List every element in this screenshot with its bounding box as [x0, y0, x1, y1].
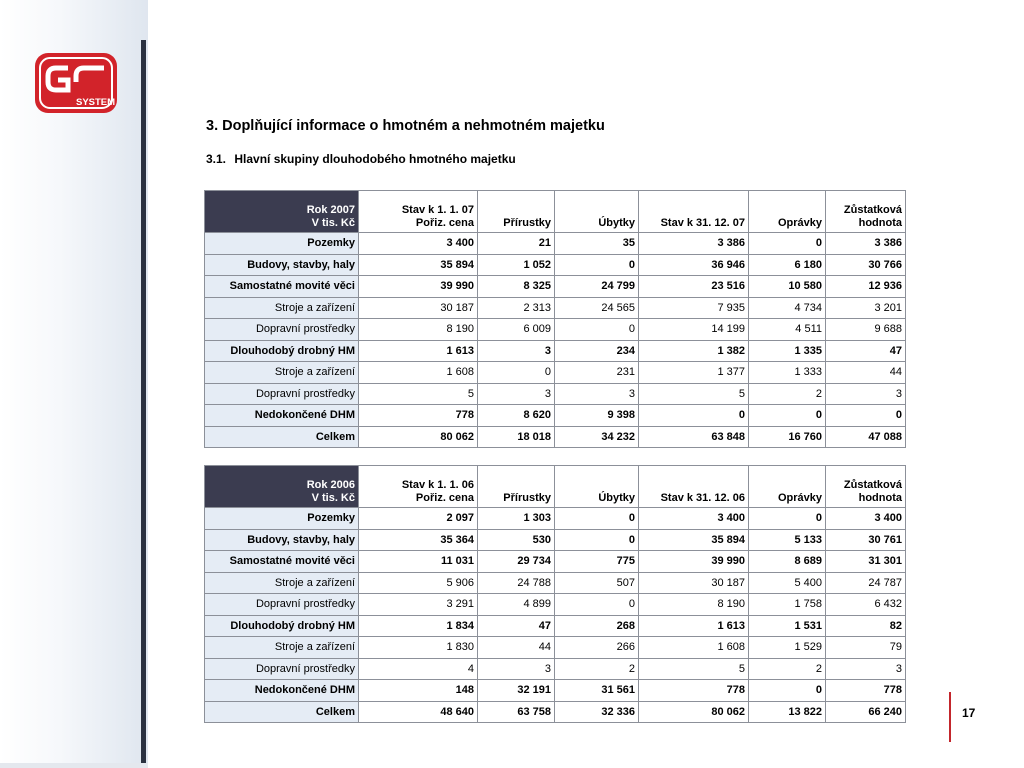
table-cell: 0	[555, 529, 639, 551]
table-row	[205, 594, 906, 616]
table-cell: 24 787	[826, 572, 906, 594]
table-row	[205, 383, 906, 405]
column-header-text: Úbytky	[598, 217, 635, 229]
table-cell: 778	[639, 680, 749, 702]
table-cell: 82	[826, 615, 906, 637]
row-label: Stroje a zařízení	[205, 637, 359, 659]
column-header	[749, 191, 826, 233]
table-cell: 3 201	[826, 297, 906, 319]
table-cell: 10 580	[749, 276, 826, 298]
row-label: Dopravní prostředky	[205, 658, 359, 680]
table-cell: 2 313	[478, 297, 555, 319]
table-cell: 231	[555, 362, 639, 384]
table-row	[205, 297, 906, 319]
table-cell: 1 834	[359, 615, 478, 637]
column-header-text: Oprávky	[777, 492, 822, 504]
table-cell: 24 799	[555, 276, 639, 298]
column-header	[359, 466, 478, 508]
column-header	[639, 466, 749, 508]
column-header-text: Stav k 1. 1. 07	[401, 204, 474, 216]
table-cell: 1 303	[478, 508, 555, 530]
table-cell: 44	[826, 362, 906, 384]
table-cell: 39 990	[639, 551, 749, 573]
table-cell: 3 386	[826, 233, 906, 255]
table-cell: 63 758	[478, 701, 555, 723]
table-row	[205, 405, 906, 427]
column-header-text: Zůstatková	[843, 204, 902, 216]
table-cell: 3	[478, 383, 555, 405]
table-cell: 36 946	[639, 254, 749, 276]
table-cell: 30 761	[826, 529, 906, 551]
table-cell: 80 062	[639, 701, 749, 723]
row-label: Nedokončené DHM	[205, 405, 359, 427]
row-label: Nedokončené DHM	[205, 680, 359, 702]
column-header-text: Oprávky	[777, 217, 822, 229]
column-header-text: hodnota	[858, 492, 902, 504]
table-cell: 35 894	[359, 254, 478, 276]
table-cell: 8 190	[359, 319, 478, 341]
column-header	[478, 191, 555, 233]
table-cell: 21	[478, 233, 555, 255]
row-label: Budovy, stavby, haly	[205, 529, 359, 551]
asset-table-2006	[204, 465, 906, 723]
table-cell: 1 333	[749, 362, 826, 384]
row-label: Dlouhodobý drobný HM	[205, 615, 359, 637]
table-cell: 24 565	[555, 297, 639, 319]
table-cell: 79	[826, 637, 906, 659]
table-cell: 2	[749, 658, 826, 680]
table-cell: 148	[359, 680, 478, 702]
table-cell: 18 018	[478, 426, 555, 448]
table-row	[205, 233, 906, 255]
column-header-text: Pořiz. cena	[415, 217, 474, 229]
table-cell: 30 187	[639, 572, 749, 594]
table-cell: 778	[826, 680, 906, 702]
table-cell: 778	[359, 405, 478, 427]
table-cell: 234	[555, 340, 639, 362]
table-cell: 0	[749, 405, 826, 427]
table-row	[205, 276, 906, 298]
table-cell: 0	[639, 405, 749, 427]
year-header-cell	[205, 466, 359, 508]
table-cell: 5 133	[749, 529, 826, 551]
table-cell: 4 899	[478, 594, 555, 616]
table-cell: 48 640	[359, 701, 478, 723]
table-cell: 32 191	[478, 680, 555, 702]
table-cell: 14 199	[639, 319, 749, 341]
row-label: Samostatné movité věci	[205, 276, 359, 298]
column-header-text: Pořiz. cena	[415, 492, 474, 504]
table-cell: 507	[555, 572, 639, 594]
row-label: Budovy, stavby, haly	[205, 254, 359, 276]
table-cell: 1 529	[749, 637, 826, 659]
table-row	[205, 615, 906, 637]
table-cell: 268	[555, 615, 639, 637]
table-cell: 3	[826, 658, 906, 680]
row-label: Dopravní prostředky	[205, 594, 359, 616]
column-header-text: Stav k 31. 12. 07	[660, 217, 745, 229]
table-cell: 0	[555, 594, 639, 616]
table-cell: 0	[749, 233, 826, 255]
table-cell: 1 830	[359, 637, 478, 659]
table-cell: 35	[555, 233, 639, 255]
row-label: Dopravní prostředky	[205, 383, 359, 405]
table-cell: 6 432	[826, 594, 906, 616]
table-cell: 6 009	[478, 319, 555, 341]
column-header-text: Stav k 1. 1. 06	[401, 479, 474, 491]
table-cell: 1 613	[639, 615, 749, 637]
column-header-text: Stav k 31. 12. 06	[660, 492, 745, 504]
table-cell: 0	[555, 508, 639, 530]
table-cell: 2 097	[359, 508, 478, 530]
table-cell: 1 608	[639, 637, 749, 659]
section-title: Hlavní skupiny dlouhodobého hmotného majetku	[234, 152, 516, 166]
table-row	[205, 551, 906, 573]
table-cell: 1 052	[478, 254, 555, 276]
table-row	[205, 701, 906, 723]
table-cell: 63 848	[639, 426, 749, 448]
table-cell: 24 788	[478, 572, 555, 594]
unit-label: V tis. Kč	[311, 492, 355, 504]
table-cell: 266	[555, 637, 639, 659]
row-label: Stroje a zařízení	[205, 297, 359, 319]
page-title: 3. Doplňující informace o hmotném a nehmotném majetku	[206, 118, 605, 134]
table-cell: 30 766	[826, 254, 906, 276]
row-label: Stroje a zařízení	[205, 572, 359, 594]
table-cell: 3 386	[639, 233, 749, 255]
row-label: Celkem	[205, 701, 359, 723]
table-cell: 23 516	[639, 276, 749, 298]
table-cell: 16 760	[749, 426, 826, 448]
section-number: 3.1.	[206, 152, 227, 166]
table-cell: 9 398	[555, 405, 639, 427]
table-cell: 3	[826, 383, 906, 405]
table-cell: 3 400	[826, 508, 906, 530]
section-subtitle	[206, 152, 516, 166]
table-cell: 3 291	[359, 594, 478, 616]
column-header	[555, 191, 639, 233]
table-cell: 775	[555, 551, 639, 573]
table-cell: 30 187	[359, 297, 478, 319]
column-header	[826, 191, 906, 233]
row-label: Pozemky	[205, 508, 359, 530]
table-cell: 0	[555, 254, 639, 276]
page-number-divider	[949, 692, 951, 742]
table-row	[205, 426, 906, 448]
year-label: Rok 2007	[306, 204, 355, 216]
row-label: Celkem	[205, 426, 359, 448]
row-label: Pozemky	[205, 233, 359, 255]
table-row	[205, 254, 906, 276]
page-number: 17	[962, 706, 976, 720]
table-cell: 530	[478, 529, 555, 551]
gc-system-logo	[34, 52, 118, 114]
table-cell: 5 906	[359, 572, 478, 594]
table-cell: 1 531	[749, 615, 826, 637]
table-cell: 5	[639, 658, 749, 680]
table-row	[205, 319, 906, 341]
table-cell: 13 822	[749, 701, 826, 723]
table-cell: 3	[555, 383, 639, 405]
table-cell: 11 031	[359, 551, 478, 573]
table-cell: 31 301	[826, 551, 906, 573]
table-cell: 0	[749, 508, 826, 530]
table-cell: 1 382	[639, 340, 749, 362]
table-cell: 3	[478, 658, 555, 680]
column-header-text: Zůstatková	[843, 479, 902, 491]
table-row	[205, 658, 906, 680]
table-cell: 35 364	[359, 529, 478, 551]
table-cell: 29 734	[478, 551, 555, 573]
row-label: Dopravní prostředky	[205, 319, 359, 341]
table-cell: 8 620	[478, 405, 555, 427]
table-cell: 1 758	[749, 594, 826, 616]
column-header	[555, 466, 639, 508]
table-row	[205, 340, 906, 362]
row-label: Stroje a zařízení	[205, 362, 359, 384]
table-cell: 3 400	[359, 233, 478, 255]
asset-table-2007	[204, 190, 906, 448]
table-cell: 2	[749, 383, 826, 405]
table-row	[205, 508, 906, 530]
column-header-text: Přírustky	[503, 492, 551, 504]
table-cell: 8 689	[749, 551, 826, 573]
table-cell: 3	[478, 340, 555, 362]
year-label: Rok 2006	[306, 479, 355, 491]
row-label: Dlouhodobý drobný HM	[205, 340, 359, 362]
row-label: Samostatné movité věci	[205, 551, 359, 573]
table-cell: 7 935	[639, 297, 749, 319]
table-cell: 12 936	[826, 276, 906, 298]
table-cell: 66 240	[826, 701, 906, 723]
table-row	[205, 680, 906, 702]
table-cell: 9 688	[826, 319, 906, 341]
year-header-cell	[205, 191, 359, 233]
table-row	[205, 529, 906, 551]
table-cell: 1 377	[639, 362, 749, 384]
column-header	[749, 466, 826, 508]
table-cell: 8 325	[478, 276, 555, 298]
bottom-stripe	[0, 763, 148, 768]
table-cell: 0	[555, 319, 639, 341]
table-cell: 4 511	[749, 319, 826, 341]
table-cell: 32 336	[555, 701, 639, 723]
table-cell: 8 190	[639, 594, 749, 616]
logo-text: SYSTEM	[76, 97, 116, 108]
table-cell: 5 400	[749, 572, 826, 594]
table-cell: 1 613	[359, 340, 478, 362]
header-row	[205, 466, 906, 508]
table-cell: 5	[359, 383, 478, 405]
table-cell: 2	[555, 658, 639, 680]
header-row	[205, 191, 906, 233]
table-cell: 35 894	[639, 529, 749, 551]
table-cell: 0	[749, 680, 826, 702]
table-cell: 4	[359, 658, 478, 680]
table-cell: 0	[826, 405, 906, 427]
table-cell: 47	[826, 340, 906, 362]
table-cell: 39 990	[359, 276, 478, 298]
table-cell: 6 180	[749, 254, 826, 276]
column-header	[478, 466, 555, 508]
table-row	[205, 637, 906, 659]
table-cell: 31 561	[555, 680, 639, 702]
column-header	[359, 191, 478, 233]
table-cell: 1 335	[749, 340, 826, 362]
column-header	[639, 191, 749, 233]
sidebar-panel	[0, 0, 148, 768]
column-header-text: hodnota	[858, 217, 902, 229]
column-header-text: Úbytky	[598, 492, 635, 504]
column-header	[826, 466, 906, 508]
table-row	[205, 572, 906, 594]
table-cell: 3 400	[639, 508, 749, 530]
table-row	[205, 362, 906, 384]
table-cell: 47 088	[826, 426, 906, 448]
table-cell: 80 062	[359, 426, 478, 448]
table-cell: 4 734	[749, 297, 826, 319]
column-header-text: Přírustky	[503, 217, 551, 229]
table-cell: 34 232	[555, 426, 639, 448]
table-cell: 47	[478, 615, 555, 637]
table-cell: 5	[639, 383, 749, 405]
unit-label: V tis. Kč	[311, 217, 355, 229]
sidebar-edge	[141, 40, 146, 768]
table-cell: 1 608	[359, 362, 478, 384]
table-cell: 0	[478, 362, 555, 384]
table-cell: 44	[478, 637, 555, 659]
